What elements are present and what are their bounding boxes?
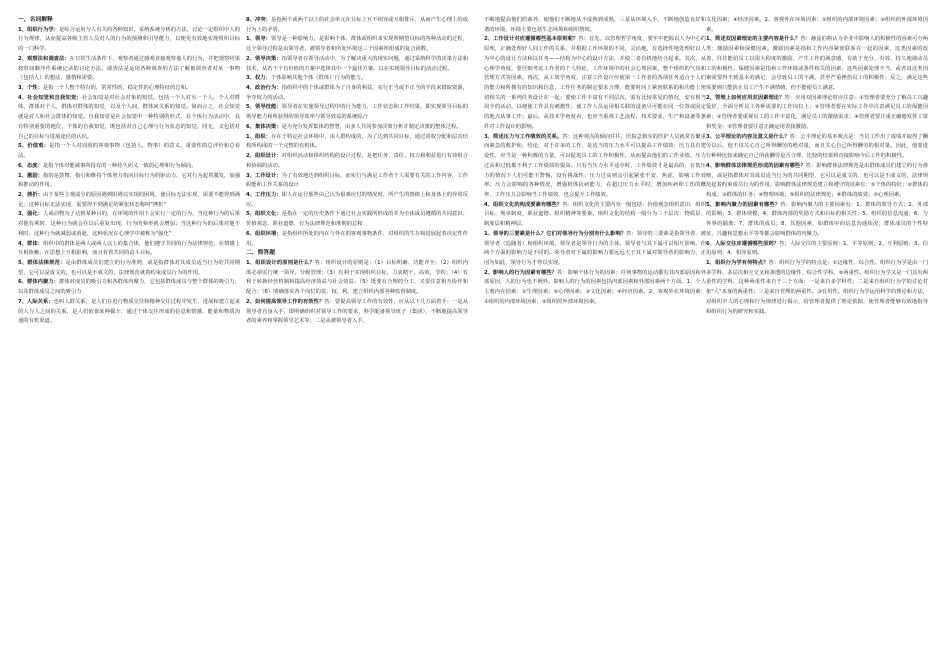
item-text: 指组织中的个体或群体为了自身的利益，实行正当或不正当的手段来猎取资源，争夺权力的活动。 xyxy=(246,85,468,101)
paragraph xyxy=(246,172,468,191)
paragraph xyxy=(18,55,240,84)
item-text: 个体影响其他个体（群体）行为的能力。 xyxy=(270,75,367,82)
item-text: 是由群体成员们建立的行为准则，或是指群体对其成员适当行为的共同期望，它可以是成文的，也可以是不成文的，法律规范就着约束成员行为的作用。 xyxy=(18,259,240,276)
item-heading: 8、冲突： xyxy=(246,17,272,23)
paragraph xyxy=(706,240,928,259)
paragraph xyxy=(246,259,468,298)
item-text: 是为充分发挥集体的智慧，由多人共同参加决策分析并制定决策的整体过程。 xyxy=(281,123,462,130)
paragraph xyxy=(484,35,706,132)
item-text: 答：影响个体行为的因素：任何事物的运动都有其内部原因和外部原因，人的行为也不例外。影响人的行为的因素包括内部因素和外部因素两个方面。1、个人主观内在因素：①生理因素；②心理因素；③文化因素；④经济因素。2、客观外在环境因素：①组织的内部环境因素；②组织的外部环境因素。 xyxy=(484,269,706,305)
item-heading: 3、个性： xyxy=(18,85,43,92)
paragraph xyxy=(246,35,468,54)
item-heading: 2、组织设计： xyxy=(246,153,282,160)
paragraph xyxy=(484,133,706,201)
item-text: 存在于特定社会环境中，由人群构成的，为了达到共同目标，通过责权分配和层次结构所构成的一个完整的有机体。 xyxy=(246,133,468,150)
item-text: 对组织活动和组织结构的设计过程，是把任务、责任、权力和利益进行有效组合和协调的活动。 xyxy=(246,153,468,169)
item-text: 答：要提高领导工作的有效性，应从以下几方面着手：一是从领导者自身入手，即明确组织对领导工作的要求，科学配备领导班子（集团），不断地提高领导者的素养和掌握领导艺术等；二是从被领导者入手， xyxy=(246,298,468,325)
item-text: 答：应用双因素理论时应注意：①管理者要充分了解员工兴趣爱好，全面分析员工各种需要的工作岗位上；②管理者要在实际工作中注意满足员工的保健因素；③管理者要重视员工的工作丰富化，满足员工的激励需求；④管理者要注重正确地发挥工资和奖金；⑤管理者要注意正确运用表扬激励。 xyxy=(706,94,928,130)
item-text: 人或动物为了达到某种目的，在环境的作用下会实行一定的行为，当这种行为的后果对他有利时，这种行为就会在以后重复出现，行为的频率就会增加；当这种行为的后果对他不利时，这种行为就减弱或消逝，这种状况在心理学中被称为"强化" xyxy=(18,211,240,237)
paragraph xyxy=(246,74,468,84)
item-heading: 5、组织文化： xyxy=(246,211,282,218)
item-text: 也叫人群关系，是人们在进行物质交往和精神交往过程中发生、进展和建立起来的人与人之间的关系，是人们依靠某种媒介，通过个体交往形成的信息和情感、能量和物质沟通的有机渠道。 xyxy=(18,298,240,325)
paragraph xyxy=(246,84,468,103)
item-heading: 2、工作设计对应遵循哪些基本原则呢？ xyxy=(484,36,579,43)
item-heading: 3、简述压力与工作绩效的关系。 xyxy=(484,133,563,140)
paragraph xyxy=(246,55,468,74)
item-text: 答：影响群体法律规范是由群体成员们建立的行为准则，或是指群体对其成员适当行为的共同期望，它可以是成文的，也可以是不成文的，法律规范起着约束成员行为的作用。影响群体法律规范建立和遵守的因素有：①个体的特征；②群体的构成；③群体的任务；④物理环境；⑤组织的法律规范；⑥群体的绩效；⑦心理因素。 xyxy=(706,162,928,198)
column-1 xyxy=(18,16,240,666)
item-heading: 3、强化： xyxy=(18,211,44,218)
item-heading: 4、影响群体法律规范形成的因素有哪些？ xyxy=(706,162,806,169)
paragraph xyxy=(246,16,468,35)
item-heading: 1、组织行为学： xyxy=(18,26,59,33)
item-text: 答：这种观点的倾向往往，医院急救室的医护人员就常有繁重而紧急的救护和，结论，对于许多的工作，是适当的压力水平可以提高工作绩效；压力具有建设性，应当是一种积极的力量，可以促进员工的工作积极性，从而提高他们的工作业绩。压力过高和过低都不利于工作绩效的提高；只有当压力水平适中时，工作绩效才是最高的；在低压力的情况下人们可能不警惕，没有挑战性；压力过高则会引起紧张不安，焦虑，影响工作效率。压力会影响的各种情况，增强机体抗病能力，在超过压力水平时，增加疾病和工伤的概率，工作压力会影响当工作绩效，也会提升工作绩效。 xyxy=(484,133,706,198)
item-text: 是指一个人整个特有的，常常性的，稳定性的心理特征的总和。 xyxy=(42,85,192,92)
item-heading: 4、社会知觉和自我知觉： xyxy=(18,94,82,101)
item-heading: 6、态度： xyxy=(18,162,43,169)
paragraph xyxy=(484,230,706,269)
item-heading: 5、领导技能： xyxy=(246,104,282,111)
paragraph xyxy=(246,191,468,210)
item-heading: 2、管理上如何应用双因素理论？ xyxy=(706,94,785,101)
item-heading: 1、领导的三要素是什么？它们对领导行为分别有什么影响？ xyxy=(484,230,627,237)
item-text: 即人在运行那些由己认为很难应付的情况时，所产生的情绪上和身体上的异常反应。 xyxy=(246,191,468,208)
paragraph xyxy=(18,26,240,55)
item-heading: 4、政治行为： xyxy=(246,85,282,92)
item-text: 答：组织文化的主要内容一般包括：价值观念组织意识、组织目标、规章制度、职业道德、组织精神等要素。组织文化的结构一般分为三个层次：物质层、制度层和精神层。 xyxy=(484,201,706,228)
item-text: 群体对成员的吸引力和各群体内聚力，它包括群体成员与整个群体的吸引力，以及群体成员之间的吸引力 xyxy=(18,279,240,296)
item-heading: 2、影响人的行为因素有哪些？ xyxy=(484,269,557,276)
paragraph xyxy=(246,298,468,327)
item-text: 社会知觉是对社会对象的知觉。包括一个人对另一个人，个人对群体，群体对个人，群体对群体的知觉，以及个人间，群体间关系的知觉。简而言之，社会知觉就是对人和社会群体的知觉。自我知觉是社会知觉中一种特别的形式，在个体行为活动中，具有特别重要的地位，个体的自我知觉，既包括对自己心理与行为状态的知觉，同无，又包括对自己的目标与进展途径的认识。 xyxy=(18,94,240,140)
item-text: 领导者在实施领导过程中的行为能力，工作状态和工作结果，即实现领导目标的领导能力和所获得的领导效率与领导效益的系统综合 xyxy=(246,104,468,121)
column-2 xyxy=(246,16,468,666)
paragraph xyxy=(706,16,928,35)
item-heading: 4、工作压力： xyxy=(246,191,282,198)
item-heading: 3、工作设计： xyxy=(246,172,282,179)
paragraph xyxy=(18,191,240,210)
item-text: 文化因素；④经济因素。2、客观外在环境因素：①组织的内部环境因素；②组织的外部环境因素。 xyxy=(706,17,928,33)
paragraph xyxy=(706,133,928,162)
paragraph xyxy=(706,94,928,133)
item-heading: 1、激励： xyxy=(18,172,44,179)
item-heading: 3、权力： xyxy=(246,75,271,82)
item-text: 指领导者在领导活动中，为了解决重大的现实问题，通过采纳科学的决策方法和技术，从若干个有价值的方案中选择其中一个最佳方案，以在实现领导目标的活动过程。 xyxy=(246,55,468,72)
paragraph xyxy=(18,278,240,297)
item-text: 是指个体对能减事所持有的一种持久而又一致的心理和行为倾向。 xyxy=(42,162,197,169)
item-heading: 2、观察法和调查法： xyxy=(18,55,70,62)
paragraph xyxy=(18,240,240,259)
item-heading: 5、价值观： xyxy=(18,143,50,150)
item-text: 领导是一种影响力，是影响个体、群体或组织来实现所期望目标的各种活动的过程，这个领导过程是由领导者、被领导者和所处环境这三个因素所组成的复合函数。 xyxy=(246,36,468,53)
paragraph xyxy=(706,259,928,317)
paragraph xyxy=(18,259,240,278)
item-text: 答：组织设计的原则是：（1）目标明确、功能齐全；（2）组织内部必须实行统一领导，分级管理；（3）有利于实现组织目标，力求精干，高效，节约；（4）有利于转换经营机制和提高经济效益与社会效益；（5）既要有合理的分工，又要注意相互协作和配合；（6）明确落实各个岗位的责、权、利，建立组织内部各种监督制度。 xyxy=(246,259,468,296)
item-text: 答：领导的三要素是指领导者、被领导者（追随者）和组织环境。领导者是领导行为的主体，领导者与其下属可以相互影响，但两个方面的影响力是不同的。领导者对下属的影响力要远远大于其下属对领导者的影响力，正因为如此，领导行为才得以实现。 xyxy=(484,230,706,266)
paragraph xyxy=(18,298,240,327)
item-text: 是指组织所处的内在与外在的客观事物条件，对组织的生存和进展起着决定性作用。 xyxy=(246,230,468,247)
item-text: 是指两个或两个以上的社会单元在目标上互不相容或互相排斥，从而产生心理上的或行为上的矛盾。 xyxy=(246,17,468,33)
item-heading: 7、人际关系： xyxy=(18,298,54,305)
item-heading: 1、组织： xyxy=(246,133,272,140)
item-text: 是指一个人对周围的客观事物（包括人，物事）的意义，重要性的总评价和总看法。 xyxy=(18,143,240,160)
column-4 xyxy=(706,16,928,666)
item-heading: 1、领导： xyxy=(246,36,272,43)
section-heading: 二、简答题 xyxy=(246,250,275,257)
paragraph xyxy=(246,230,468,249)
paragraph xyxy=(246,152,468,171)
item-text: 答：影响内聚力的主要因素有：1、群体的领导方式；2、外部的影响；3、群体规模；4、群体内部的奖励方式和目标的相关性；5、组织的信息沟通；6、与外界的隔离；7、群体的成员；8、其他因素，如群体中的信息沟通状况，群体成员的个性特征，兴趣和思想水平等等都会影响群体的内聚力。 xyxy=(706,201,928,237)
paragraph xyxy=(246,133,468,152)
paragraph xyxy=(484,269,706,308)
item-text: 在日常生活条件下，观察者通过感观直接观察他人的行为，并把观察结果按时间顺序作系统记录的讨论方法。调查法是运用各种调查的方法了解被调查者对某一事物（包括人）的想法，感情和需要。 xyxy=(18,55,240,82)
item-heading: 1、简述双因素理论的主要内容是什么？ xyxy=(706,36,801,43)
column-3 xyxy=(484,16,706,666)
item-heading: 6、组织环境： xyxy=(246,230,282,237)
paragraph xyxy=(484,16,706,35)
item-heading: 3、公平理论的内容及意义是什么？ xyxy=(706,133,790,140)
paragraph xyxy=(484,201,706,230)
item-text: 是指在一定的历史条件下通过社会实践所形成的并为全体成员遵循的共同意识、价值观念、职业道德、行为法律规范和准则的总和 xyxy=(246,211,468,228)
item-heading: 2、领导决策： xyxy=(246,55,282,62)
paragraph xyxy=(18,84,240,94)
paragraph xyxy=(706,201,928,240)
paragraph xyxy=(246,210,468,229)
item-text: 不断地提高他们的素养，使他们不断地从不成熟到成熟，三是从环境入手，不断地创造良好和谐的环境，环境主要包括生态环境和组织情境。 xyxy=(484,17,706,33)
item-text: 是综合运用与人有关的各种知识，采纳系统分析的方法，讨论一定组织中人的行为规律，从而提高各级主管人员对人的行为的预测和引导能力，以便更有效地实现组织目标的一门科学。 xyxy=(18,26,240,53)
paragraph xyxy=(18,94,240,143)
item-text: 指的是鼓舞，指引和维持个体努力指向目标行为的驱动力，它对行为起着激发，加强和推动的作用。 xyxy=(18,172,240,189)
item-heading: 6、集体决策： xyxy=(246,123,282,130)
item-heading: 6、人际交往应遵循哪些原则？ xyxy=(706,240,780,247)
paragraph xyxy=(246,103,468,122)
item-heading: 2、如何提高领导工作的有效性？ xyxy=(246,298,325,305)
item-heading: 1、组织行为学有何特点？ xyxy=(706,259,769,266)
item-heading: 2、挫折： xyxy=(18,191,44,198)
item-text: 答：组织行为学的特点是：①边缘性、综合性。组织行为学是由一门多学科、多层次相互交叉和渗透的边缘性、综合性学科。②两重性。组织行为学又是一门具有两重性的学科，这种两重性来自于三个方面：一是来自多学科性；二是来自组织行为学的讨论对象"人"本身的两重性；三是来自管理的两重性。③有用性。组织行为学运用科学的理论和方法，对组织中人的心理和行为规律进行揭示，给管理者提供了理论依据，使管理者能够有效地指导和组织行为的研究和实践。 xyxy=(706,259,928,315)
paragraph xyxy=(18,210,240,239)
item-heading: 4、群体： xyxy=(18,240,44,247)
item-text: 为了有效地达到组织目标，而实行与满足工作者个人需要有关的工作内容，工作职能和工作关系的设计 xyxy=(246,172,468,189)
paragraph xyxy=(706,162,928,201)
item-heading: 5、影响内聚力的因素有哪些？ xyxy=(706,201,781,208)
paragraph xyxy=(18,172,240,191)
item-heading: 1、组织设计的原则是什么？ xyxy=(246,259,315,266)
item-text: 答：赫兹伯格认为企业中影响人的积极性的因素可分两类：激励因素和保健因素。激励因素是指和工作内容紧密联系在一起的因素，这类因素的改善，往往能给员工以很大程度的激励，产生工作的满意感，有助于充分、有效、持久地调动员工的积极性。保健因素是指和工作环境或条件相关的因素，这些因素处理不当，或者说这类因素需要得不到基本的满足，会导致员工的不满，甚至严重挫伤员工的积极性；反之，满足这些需要则只能防止员工产生不满情绪，但不能使员工满意。 xyxy=(706,36,928,92)
item-text: 答：首先，以管理哲学角度，要牢牢把握以人为中心的原理，正确处理好人同工作的关系，并根据工作环境的不同，灵活地，有选择性地处理好以人为中心的设计方法和以任务——结构为中心的设计方法，并使二者有机地结合起来。其次，从心理学角度，要仔细考虑工作者的个人特征，工作环境中的社会心理因素，整个组织的气氛和管理方式等因素。再次，从工效学角度，注意工作设计应使第一工作者的各项任务适合于人们的能力和所拥有的知识和信息，工作任务的制定要求合理，能要时间上紧密联系的和功能上密切相关的一系列任务设计在一起；要使工作丰富有不同层次，需有比较常见的情况，安有相当周全的活动，以便使工作具有刺激性；使工作人员运用相关联的设备尽可能在同一位置或固定的地点从事工作；最后，从技术学角度看，也应当重视工艺流程、技术要求、生产和设备等条件对工作设计的影响。 xyxy=(484,36,706,130)
paragraph xyxy=(246,123,468,133)
section-heading: 一、名词解释 xyxy=(18,17,53,23)
paragraph xyxy=(18,142,240,161)
paragraph xyxy=(18,162,240,172)
item-heading: 4、组织文化的构成要素有哪些？ xyxy=(484,201,563,208)
item-text: 由于某些主观或分的原因遇到阻碍以实现的困境，使目标无法实现，需要不能得到满足，这种目标无法实现，需要得不到满足的紧张状态称叫"挫折" xyxy=(18,191,240,208)
item-heading: 5、群体法律规范： xyxy=(18,259,66,266)
paragraph xyxy=(706,35,928,93)
item-text: 答：人际交往的主要原则：1、平等原则；2、互利原则；3、信用原则；4、相容原则。 xyxy=(706,240,928,257)
item-text: 组织中的群体是两人或两人以上的集合体，他们遵守共同的行为法律规范，在情感上互相依赖，在思想上互相影响，而且有着共同的奋斗目标。 xyxy=(18,240,240,257)
item-text: 答：公平理论的基本观点是：当员工作出了成绩并取得了酬劳以后，他不仅关心自己所得酬劳的绝对量，而且关心自己所得酬劳的相对量。因此，他要进行种种比较来确定自己所获酬劳是否合理，比较的结果将直接影响今后工作的积极性。 xyxy=(706,133,928,160)
item-heading: 6、群体内聚力： xyxy=(18,279,59,286)
